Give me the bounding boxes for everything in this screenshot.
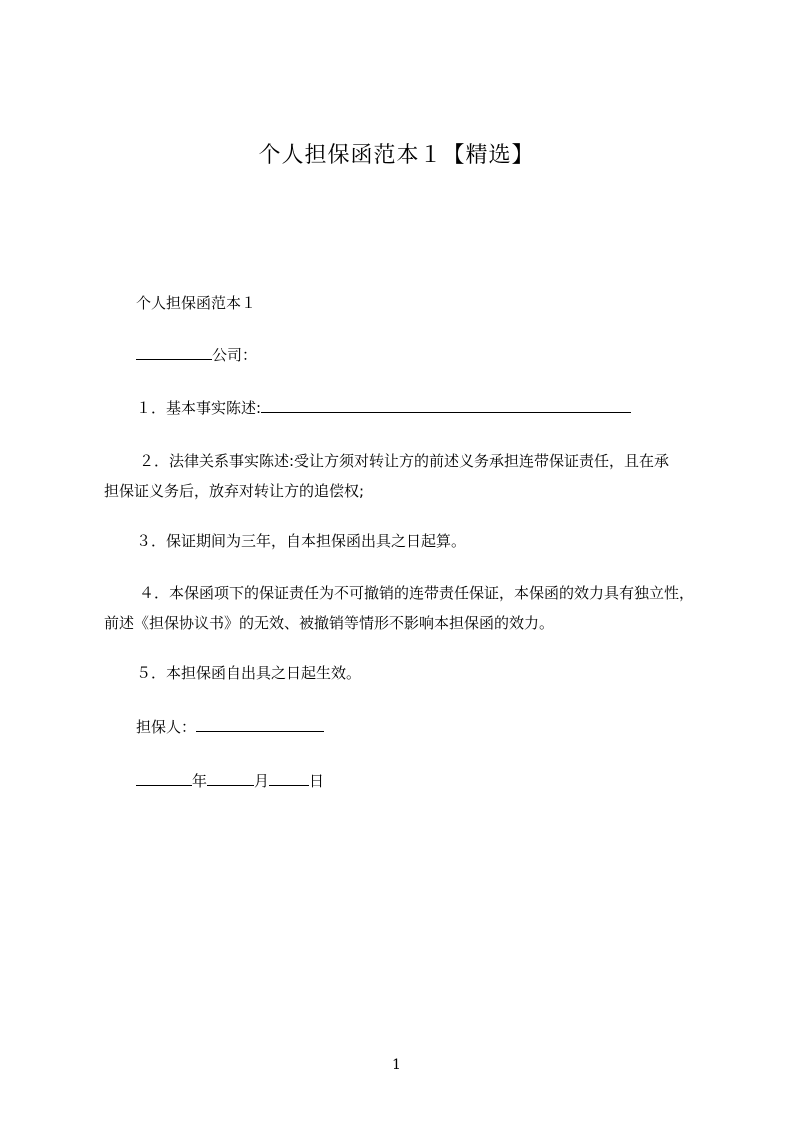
subtitle xyxy=(136,292,256,314)
date-line xyxy=(136,770,324,792)
item-1-text: １．基本事实陈述: xyxy=(136,399,262,417)
fact-statement-blank xyxy=(261,397,631,413)
guarantor-label: 担保人： xyxy=(136,718,197,736)
item-2-line-2: 担保证义务后，放弃对转让方的追偿权; xyxy=(104,482,365,500)
item-3 xyxy=(136,530,466,552)
item-2 xyxy=(104,446,724,506)
item-1 xyxy=(136,397,631,419)
subtitle-text: 个人担保函范本１ xyxy=(136,294,257,312)
page-number: 1 xyxy=(392,1057,401,1073)
month-label: 月 xyxy=(254,772,270,790)
guarantor-signature-blank xyxy=(196,716,324,732)
month-blank xyxy=(207,770,254,786)
company-name-blank xyxy=(136,344,212,360)
guarantor-line xyxy=(136,716,324,738)
item-4 xyxy=(104,578,724,638)
item-5 xyxy=(136,662,361,684)
addressee-line xyxy=(136,344,257,366)
addressee-suffix: 公司： xyxy=(212,346,258,364)
item-3-text: ３．保证期间为三年，自本担保函出具之日起算。 xyxy=(136,532,467,550)
item-4-line-1: ４．本保函项下的保证责任为不可撤销的连带责任保证，本保函的效力具有独立性， xyxy=(139,584,695,602)
item-5-text: ５．本担保函自出具之日起生效。 xyxy=(136,664,362,682)
year-label: 年 xyxy=(192,772,208,790)
year-blank xyxy=(136,770,192,786)
item-4-line-2: 前述《担保协议书》的无效、被撤销等情形不影响本担保函的效力。 xyxy=(104,614,555,632)
document-title: 个人担保函范本１【精选】 xyxy=(258,143,535,168)
day-label: 日 xyxy=(309,772,325,790)
day-blank xyxy=(269,770,309,786)
item-2-line-1: ２．法律关系事实陈述:受让方须对转让方的前述义务承担连带保证责任，且在承 xyxy=(139,452,670,470)
